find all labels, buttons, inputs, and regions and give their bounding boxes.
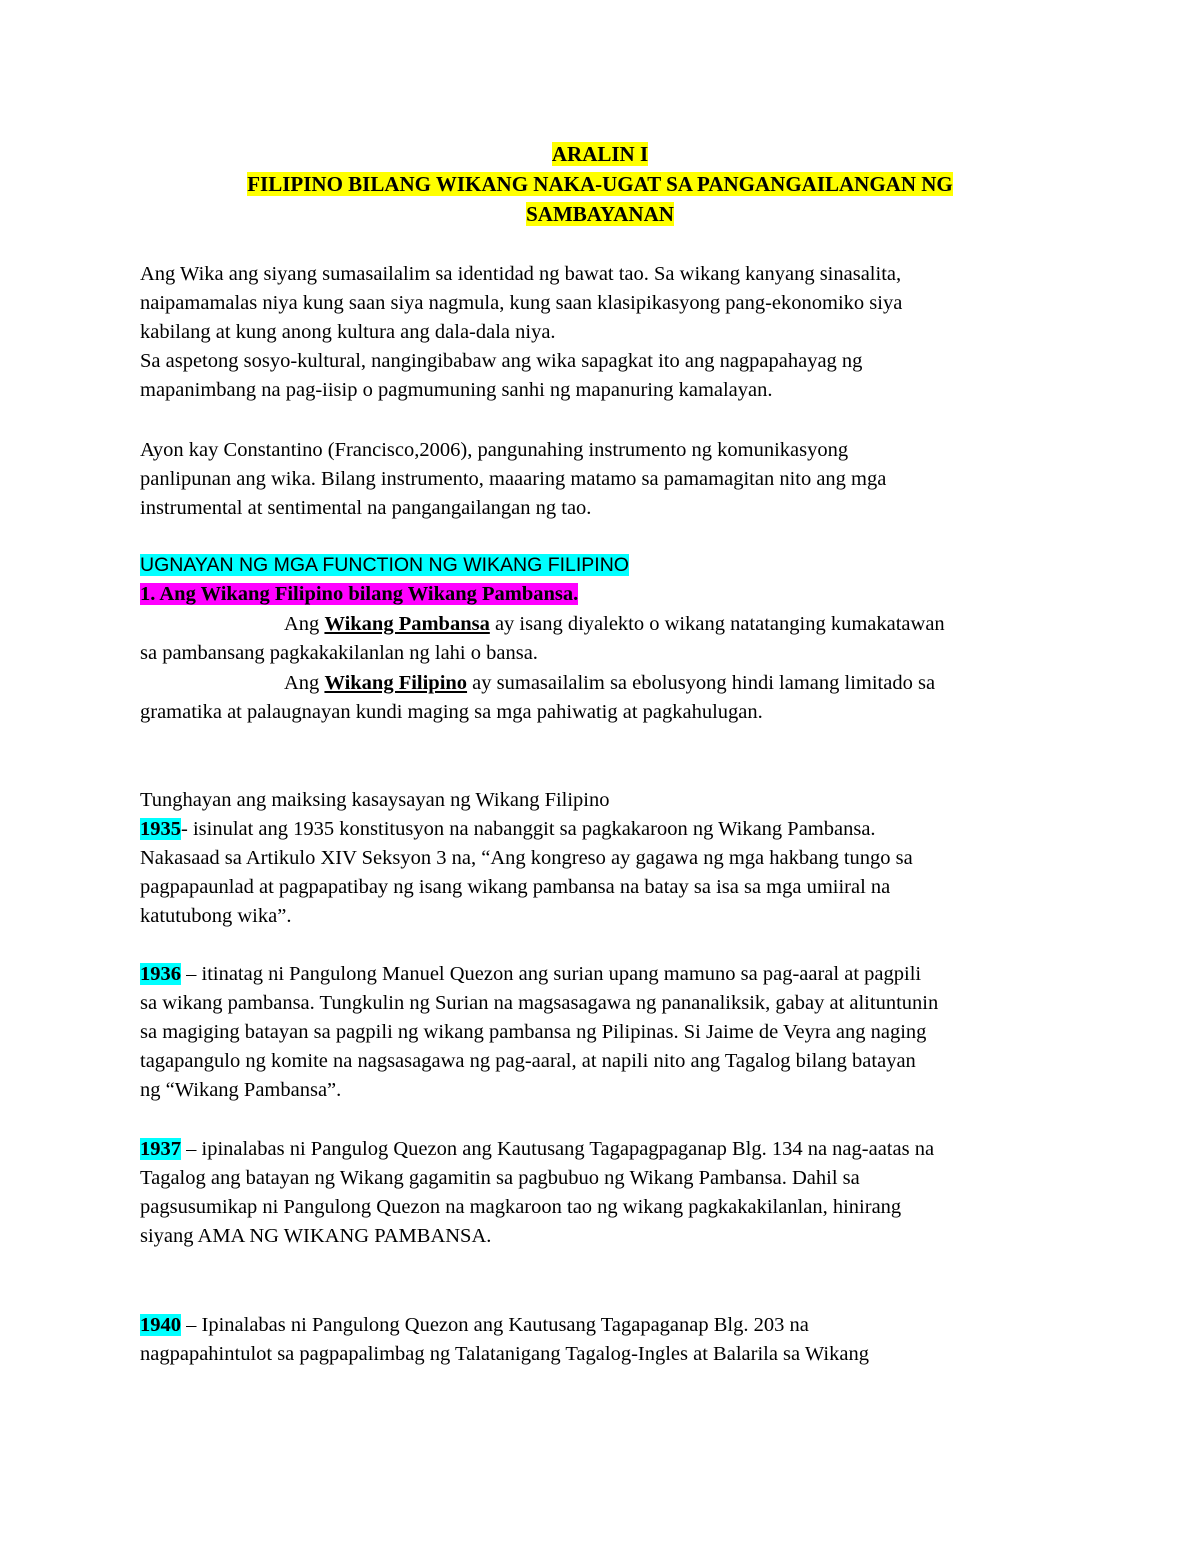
definition-filipino: Ang Wikang Filipino ay sumasailalim sa ebolusyong hindi lamang limitado sa: [284, 672, 936, 694]
history-1936: 1936 – itinatag ni Pangulong Manuel Quezon ang surian upang mamuno sa pag-aaral at pagpili: [140, 963, 922, 985]
history-1937: 1937 – ipinalabas ni Pangulog Quezon ang Kautusang Tagapagpaganap Blg. 134 na nag-aatas na: [140, 1138, 935, 1160]
history-line: siyang AMA NG WIKANG PAMBANSA.: [140, 1225, 492, 1247]
year-badge: 1937: [140, 1138, 181, 1160]
history-heading: Tunghayan ang maiksing kasaysayan ng Wikang Filipino: [140, 789, 610, 811]
lesson-title-line-1: FILIPINO BILANG WIKANG NAKA-UGAT SA PANGANGAILANGAN NG: [247, 172, 953, 196]
lesson-number: ARALIN I: [551, 142, 649, 166]
history-line: ng “Wikang Pambansa”.: [140, 1079, 342, 1101]
intro-line: Sa aspetong sosyo-kultural, nangingibabaw ang wika sapagkat ito ang nagpapahayag ng: [140, 350, 863, 372]
history-line: Nakasaad sa Artikulo XIV Seksyon 3 na, “Ang kongreso ay gagawa ng mga hakbang tungo sa: [140, 847, 913, 869]
history-line: tagapangulo ng komite na nagsasagawa ng pag-aaral, at napili nito ang Tagalog bilang batayan: [140, 1050, 916, 1072]
lesson-title: [0, 140, 1200, 169]
constantino-line: Ayon kay Constantino (Francisco,2006), pangunahing instrumento ng komunikasyong: [140, 439, 849, 461]
constantino-line: instrumental at sentimental na pangangailangan ng tao.: [140, 497, 592, 519]
term-wikang-pambansa: Wikang Pambansa: [324, 613, 490, 635]
history-line: sa magiging batayan sa pagpili ng wikang pambansa ng Pilipinas. Si Jaime de Veyra ang naging: [140, 1021, 927, 1043]
history-1940: 1940 – Ipinalabas ni Pangulong Quezon ang Kautusang Tagapaganap Blg. 203 na: [140, 1314, 809, 1336]
intro-line: naipamamalas niya kung saan siya nagmula, kung saan klasipikasyong pang-ekonomiko siya: [140, 292, 903, 314]
year-badge: 1940: [140, 1314, 181, 1336]
section-heading: UGNAYAN NG MGA FUNCTION NG WIKANG FILIPINO: [140, 554, 629, 576]
lesson-title-line-2: SAMBAYANAN: [526, 202, 674, 226]
intro-line: kabilang at kung anong kultura ang dala-dala niya.: [140, 321, 556, 343]
intro-line: Ang Wika ang siyang sumasailalim sa identidad ng bawat tao. Sa wikang kanyang sinasalita,: [140, 263, 902, 285]
definition-pambansa-cont: sa pambansang pagkakakilanlan ng lahi o bansa.: [140, 642, 538, 664]
history-line: katutubong wika”.: [140, 905, 292, 927]
constantino-line: panlipunan ang wika. Bilang instrumento, maaaring matamo sa pamamagitan nito ang mga: [140, 468, 887, 490]
history-line: Tagalog ang batayan ng Wikang gagamitin sa pagbubuo ng Wikang Pambansa. Dahil sa: [140, 1167, 860, 1189]
history-line: sa wikang pambansa. Tungkulin ng Surian na magsasagawa ng pananaliksik, gabay at alituntunin: [140, 992, 939, 1014]
definition-pambansa: Ang Wikang Pambansa ay isang diyalekto o wikang natatanging kumakatawan: [284, 613, 945, 635]
intro-line: mapanimbang na pag-iisip o pagmumuning sanhi ng mapanuring kamalayan.: [140, 379, 773, 401]
section-subheading: 1. Ang Wikang Filipino bilang Wikang Pambansa.: [140, 583, 579, 605]
definition-filipino-cont: gramatika at palaugnayan kundi maging sa mga pahiwatig at pagkahulugan.: [140, 701, 763, 723]
term-wikang-filipino: Wikang Filipino: [324, 672, 468, 694]
history-line: nagpapahintulot sa pagpapalimbag ng Talatanigang Tagalog-Ingles at Balarila sa Wikang: [140, 1343, 869, 1365]
history-line: pagsusumikap ni Pangulong Quezon na magkaroon tao ng wikang pagkakakilanlan, hinirang: [140, 1196, 902, 1218]
year-badge: 1936: [140, 963, 181, 985]
year-badge: 1935: [140, 818, 181, 840]
history-1935: 1935- isinulat ang 1935 konstitusyon na nabanggit sa pagkakaroon ng Wikang Pambansa.: [140, 818, 876, 840]
history-line: pagpapaunlad at pagpapatibay ng isang wikang pambansa na batay sa isa sa mga umiiral na: [140, 876, 891, 898]
